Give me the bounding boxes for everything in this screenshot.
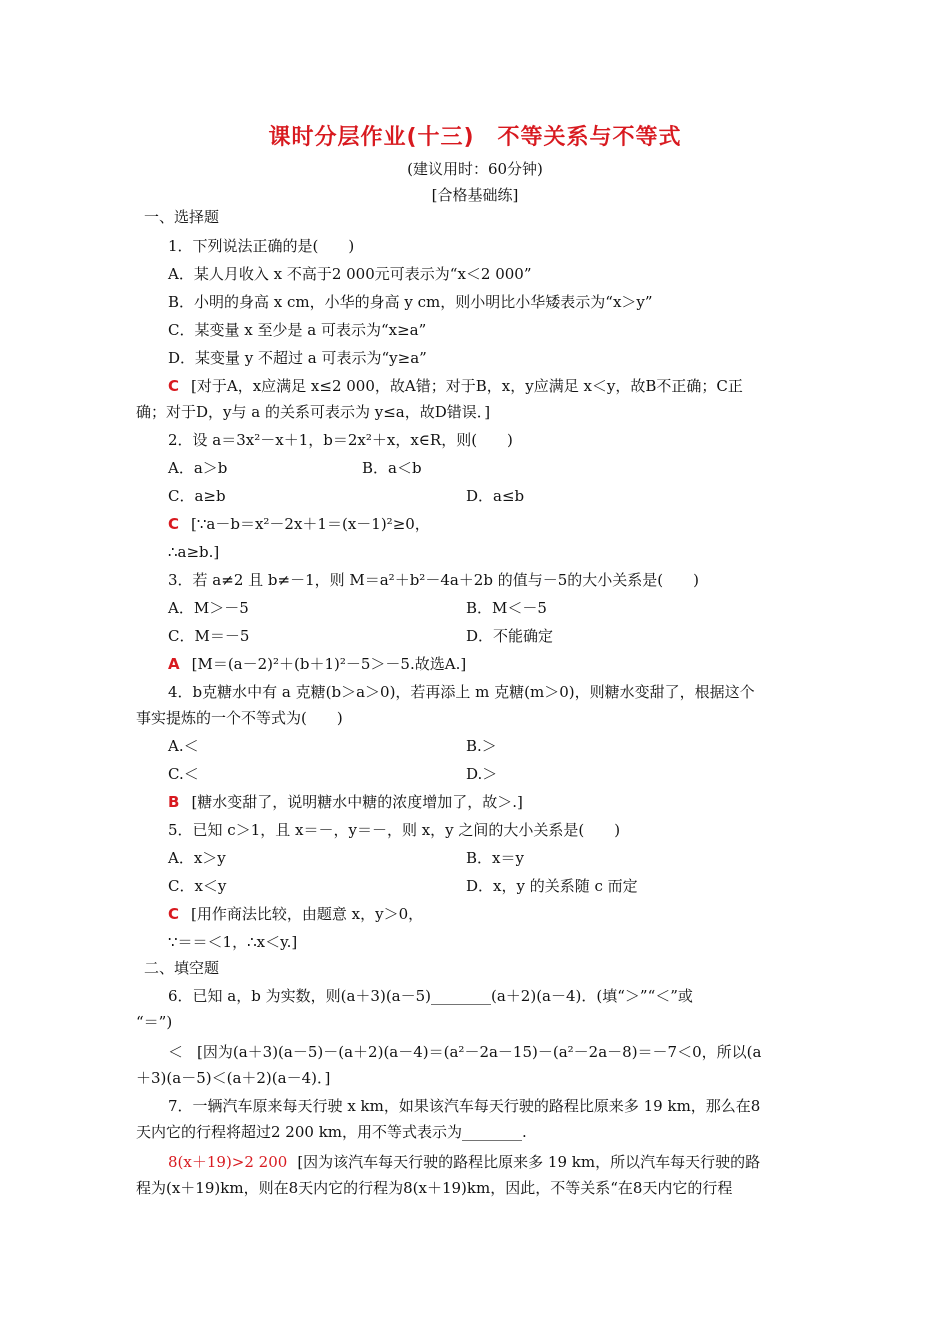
q3-answer: A <box>168 655 180 673</box>
section-fill: 二、填空题 <box>144 959 220 977</box>
q7-answer: 8(x＋19)>2 200 <box>168 1153 288 1171</box>
level-label: [合格基础练] <box>431 186 519 204</box>
q3-option-c: C．M＝－5 <box>168 627 250 645</box>
q6-stem-cont: “＝”) <box>136 1013 173 1031</box>
q5-explanation: C [用作商法比较，由题意 x，y＞0， <box>168 905 424 923</box>
q2-option-c: C．a≥b <box>168 487 226 505</box>
q1-answer: C <box>168 377 180 395</box>
q5-answer: C <box>168 905 180 923</box>
q2-option-b: B．a＜b <box>362 459 422 477</box>
q1-option-a: A．某人月收入 x 不高于2 000元可表示为“x＜2 000” <box>168 265 532 283</box>
q6-stem: 6．已知 a，b 为实数，则(a＋3)(a－5)________(a＋2)(a－4)．(填“＞”“＜”或 <box>168 987 693 1005</box>
q7-stem-cont: 天内它的行程将超过2 200 km，用不等式表示为________. <box>136 1123 527 1141</box>
q4-answer: B <box>168 793 180 811</box>
q1-explanation: C [对于A，x应满足 x≤2 000，故A错；对于B，x，y应满足 x＜y，故B不正确；C正 <box>168 377 743 395</box>
q1-stem: 1．下列说法正确的是( ) <box>168 237 355 255</box>
q2-explanation: C [∵a－b＝x²－2x＋1＝(x－1)²≥0， <box>168 515 430 533</box>
q3-explanation: A [M＝(a－2)²＋(b＋1)²－5＞－5.故选A.] <box>168 655 467 673</box>
q5-option-d: D．x，y 的关系随 c 而定 <box>466 877 638 895</box>
q4-stem: 4．b克糖水中有 a 克糖(b＞a＞0)，若再添上 m 克糖(m＞0)，则糖水变甜了，根据这个 <box>168 683 755 701</box>
q1-explanation-cont: 确；对于D，y与 a 的关系可表示为 y≤a，故D错误．] <box>136 403 491 421</box>
q3-option-a: A．M＞－5 <box>168 599 249 617</box>
section-choice: 一、选择题 <box>144 208 220 226</box>
q7-explanation-cont: 程为(x＋19)km，则在8天内它的行程为8(x＋19)km，因此，不等关系“在8天内它的行程 <box>136 1179 733 1197</box>
q4-option-c: C.＜ <box>168 765 199 783</box>
q5-explanation-cont: ∵＝＝＜1，∴x＜y.] <box>168 933 298 951</box>
q4-option-b: B.＞ <box>466 737 497 755</box>
q2-explanation-cont: ∴a≥b.] <box>168 543 220 561</box>
q4-option-a: A.＜ <box>168 737 199 755</box>
q3-option-b: B．M＜－5 <box>466 599 547 617</box>
page-title: 课时分层作业(十三) 不等关系与不等式 <box>268 125 682 150</box>
q5-option-b: B．x＝y <box>466 849 524 867</box>
q1-option-b: B．小明的身高 x cm，小华的身高 y cm，则小明比小华矮表示为“x＞y” <box>168 293 653 311</box>
q2-stem: 2．设 a＝3x²－x＋1，b＝2x²＋x，x∈R，则( ) <box>168 431 513 449</box>
q4-explanation: B [糖水变甜了，说明糖水中糖的浓度增加了，故＞.] <box>168 793 523 811</box>
q5-option-a: A．x＞y <box>168 849 226 867</box>
q2-option-a: A．a＞b <box>168 459 228 477</box>
q6-explanation-cont: ＋3)(a－5)＜(a＋2)(a－4)．] <box>136 1069 331 1087</box>
time-note: (建议用时：60分钟) <box>407 160 543 178</box>
q5-stem: 5．已知 c＞1，且 x＝－，y＝－，则 x，y 之间的大小关系是( ) <box>168 821 621 839</box>
q3-option-d: D．不能确定 <box>466 627 554 645</box>
q7-explanation: 8(x＋19)>2 200 [因为该汽车每天行驶的路程比原来多 19 km，所以汽车每天行驶的路 <box>168 1153 761 1171</box>
q6-answer: ＜ <box>168 1043 184 1061</box>
q3-stem: 3．若 a≠2 且 b≠－1，则 M＝a²＋b²－4a＋2b 的值与－5的大小关系是( ) <box>168 571 699 589</box>
q5-option-c: C．x＜y <box>168 877 227 895</box>
q4-stem-cont: 事实提炼的一个不等式为( ) <box>136 709 343 727</box>
q2-answer: C <box>168 515 180 533</box>
q4-option-d: D.＞ <box>466 765 498 783</box>
q1-option-d: D．某变量 y 不超过 a 可表示为“y≥a” <box>168 349 427 367</box>
q6-explanation: ＜ [因为(a＋3)(a－5)－(a＋2)(a－4)＝(a²－2a－15)－(a²－2a－8)＝－7＜0，所以(a <box>168 1043 762 1061</box>
q2-option-d: D．a≤b <box>466 487 525 505</box>
q1-option-c: C．某变量 x 至少是 a 可表示为“x≥a” <box>168 321 427 339</box>
q7-stem: 7．一辆汽车原来每天行驶 x km，如果该汽车每天行驶的路程比原来多 19 km，那么在8 <box>168 1097 761 1115</box>
